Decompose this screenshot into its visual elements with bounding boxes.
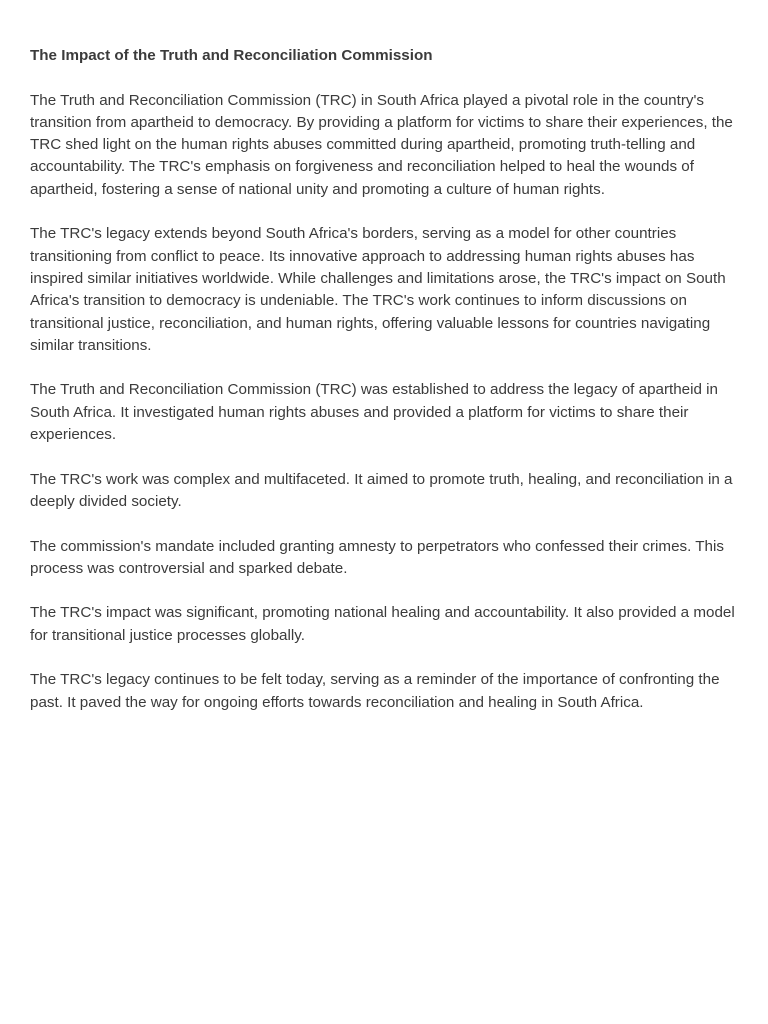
paragraph: The commission's mandate included granting amnesty to perpetrators who confessed their crimes. This process was controversial and sparked debate.: [30, 537, 724, 577]
document-body: [30, 45, 742, 736]
paragraph: The TRC's work was complex and multifaceted. It aimed to promote truth, healing, and reconciliation in a deeply divided society.: [30, 470, 733, 510]
paragraph: The Truth and Reconciliation Commission (TRC) was established to address the legacy of apartheid in South Africa. It investigated human rights abuses and provided a platform for victims to share their experiences.: [30, 381, 718, 444]
document-title: The Impact of the Truth and Reconciliation Commission: [30, 47, 433, 64]
paragraph: The TRC's impact was significant, promoting national healing and accountability. It also provided a model for transitional justice processes globally.: [30, 604, 735, 644]
paragraph: The Truth and Reconciliation Commission (TRC) in South Africa played a pivotal role in the country's transition from apartheid to democracy. By providing a platform for victims to share their experiences, the TRC shed light on the human rights abuses committed during apartheid, promoting truth-telling and accountability. The TRC's emphasis on forgiveness and reconciliation helped to heal the wounds of apartheid, fostering a sense of national unity and promoting a culture of human rights.: [30, 91, 733, 198]
paragraph: The TRC's legacy extends beyond South Africa's borders, serving as a model for other countries transitioning from conflict to peace. Its innovative approach to addressing human rights abuses has inspired similar initiatives worldwide. While challenges and limitations arose, the TRC's impact on South Africa's transition to democracy is undeniable. The TRC's work continues to inform discussions on transitional justice, reconciliation, and human rights, offering valuable lessons for countries navigating similar transitions.: [30, 225, 726, 354]
paragraph: The TRC's legacy continues to be felt today, serving as a reminder of the importance of confronting the past. It paved the way for ongoing efforts towards reconciliation and healing in South Africa.: [30, 671, 720, 711]
